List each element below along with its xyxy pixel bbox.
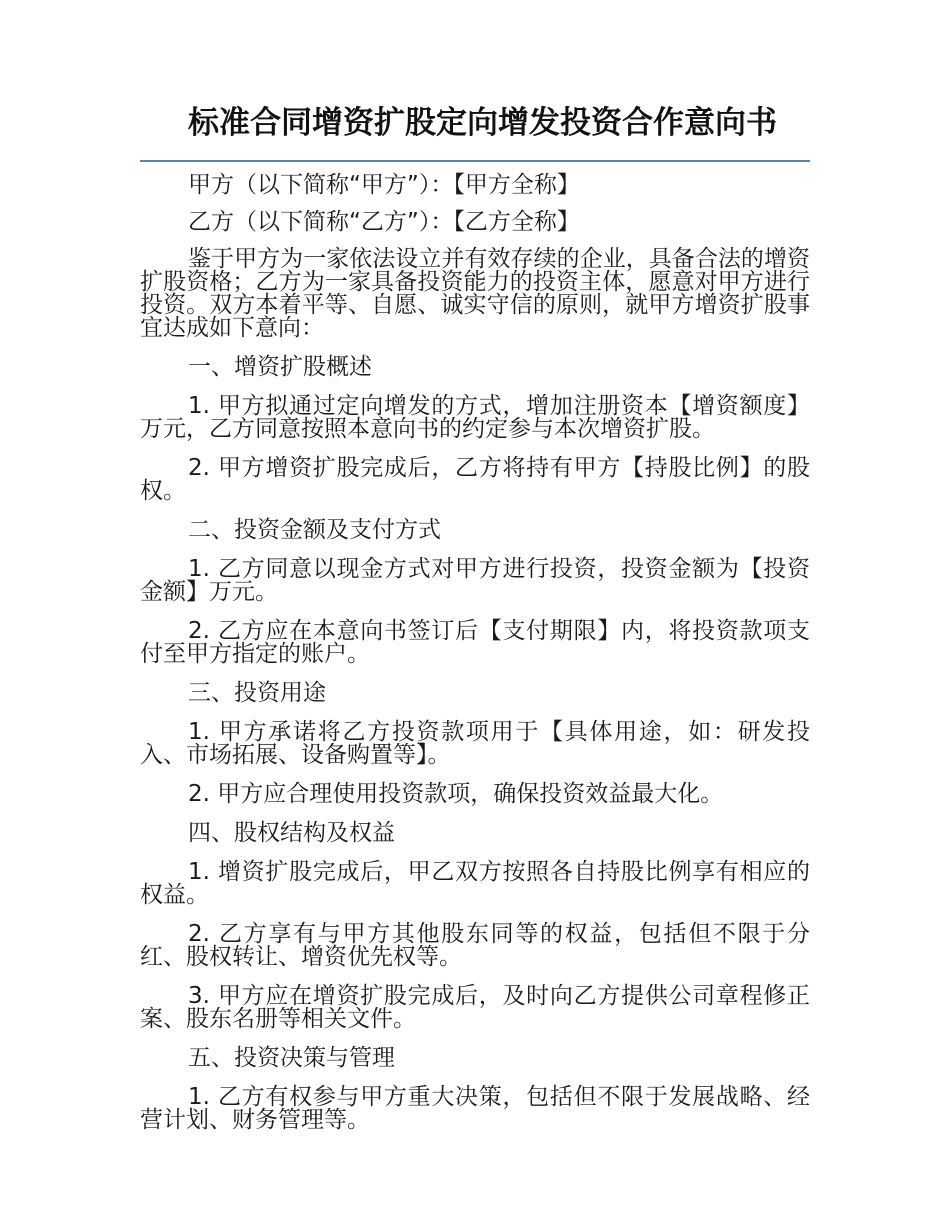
title-divider: [140, 160, 810, 162]
clause-1-2: 2. 甲方增资扩股完成后，乙方将持有甲方【持股比例】的股权。: [140, 455, 810, 504]
clause-4-2: 2. 乙方享有与甲方其他股东同等的权益，包括但不限于分红、股权转让、增资优先权等。: [140, 921, 810, 970]
clause-4-3: 3. 甲方应在增资扩股完成后，及时向乙方提供公司章程修正案、股东名册等相关文件。: [140, 983, 810, 1032]
preamble-paragraph: 鉴于甲方为一家依法设立并有效存续的企业，具备合法的增资扩股资格；乙方为一家具备投资能力的投资主体，愿意对甲方进行投资。双方本着平等、自愿、诚实守信的原则，就甲方增资扩股事宜达成如下意向：: [140, 246, 810, 341]
clause-3-1: 1. 甲方承诺将乙方投资款项用于【具体用途，如：研发投入、市场拓展、设备购置等】。: [140, 719, 810, 768]
clause-1-1: 1. 甲方拟通过定向增发的方式，增加注册资本【增资额度】万元，乙方同意按照本意向书的约定参与本次增资扩股。: [140, 393, 810, 442]
section-heading-equity-structure: 四、股权结构及权益: [188, 820, 395, 846]
section-heading-use-of-funds: 三、投资用途: [188, 680, 326, 706]
clause-3-2: 2. 甲方应合理使用投资款项，确保投资效益最大化。: [188, 781, 724, 807]
party-a-line: 甲方（以下简称“甲方”）：【甲方全称】: [188, 172, 580, 198]
clause-5-1: 1. 乙方有权参与甲方重大决策，包括但不限于发展战略、经营计划、财务管理等。: [140, 1084, 810, 1133]
document-title: 标准合同增资扩股定向增发投资合作意向书: [188, 105, 777, 141]
section-heading-overview: 一、增资扩股概述: [188, 354, 372, 380]
clause-2-2: 2. 乙方应在本意向书签订后【支付期限】内，将投资款项支付至甲方指定的账户。: [140, 618, 810, 667]
party-b-line: 乙方（以下简称“乙方”）：【乙方全称】: [188, 209, 580, 235]
document-page: [140, 100, 810, 1132]
clause-4-1: 1. 增资扩股完成后，甲乙双方按照各自持股比例享有相应的权益。: [140, 859, 810, 908]
section-heading-investment-amount: 二、投资金额及支付方式: [188, 517, 441, 543]
section-heading-decision-management: 五、投资决策与管理: [188, 1045, 395, 1071]
clause-2-1: 1. 乙方同意以现金方式对甲方进行投资，投资金额为【投资金额】万元。: [140, 556, 810, 605]
